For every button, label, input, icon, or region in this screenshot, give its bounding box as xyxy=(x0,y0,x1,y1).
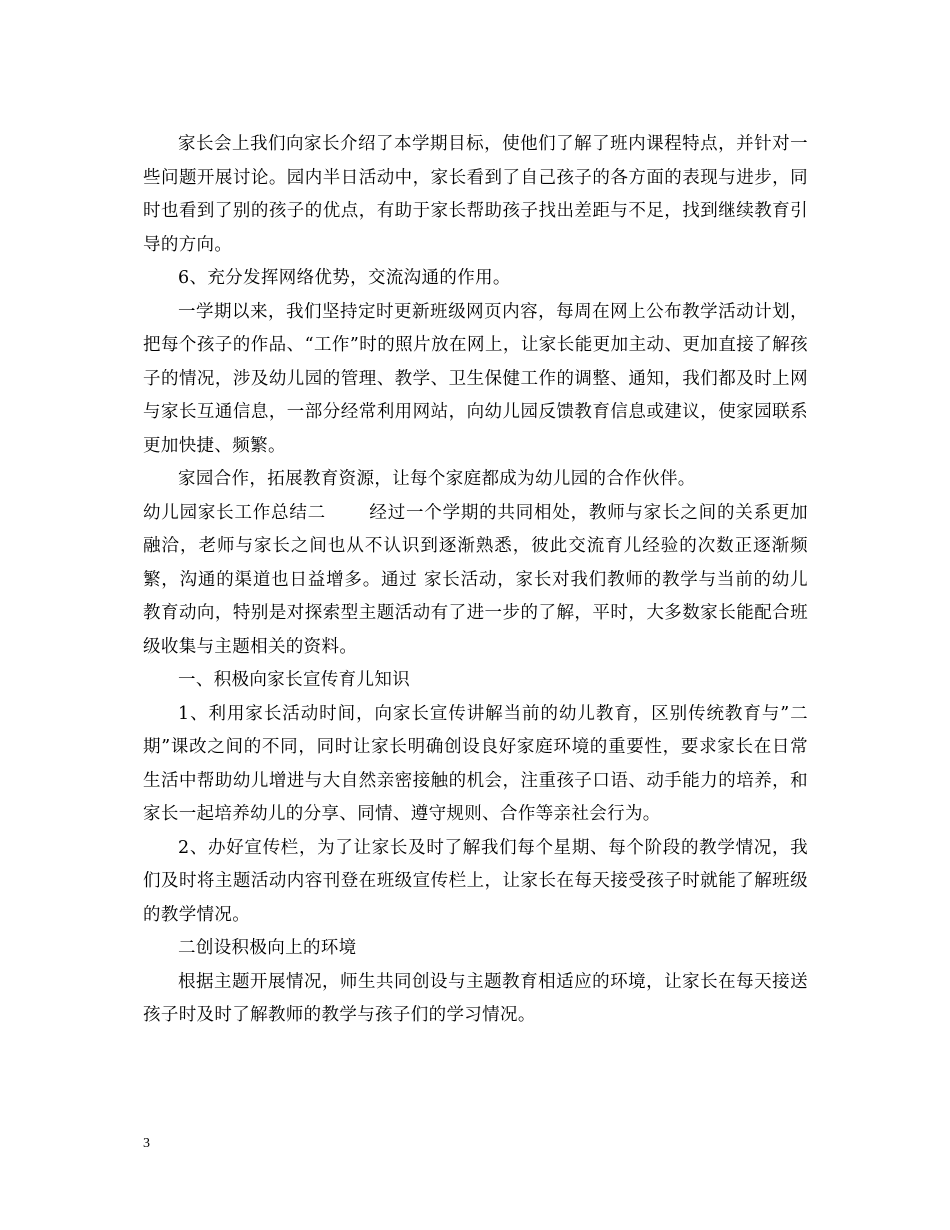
paragraph-network-heading: 6、充分发挥网络优势，交流沟通的作用。 xyxy=(178,268,511,288)
heading-parent-education: 一、积极向家长宣传育儿知识 xyxy=(178,670,411,690)
document-body xyxy=(143,128,808,1033)
paragraph-bulletin-board: 2、办好宣传栏，为了让家长及时了解我们每个星期、每个阶段的教学情况，我们及时将主题活动内容刊登在班级宣传栏上，让家长在每天接受孩子时就能了解班级的教学情况。 xyxy=(143,837,808,925)
section-two-paragraph xyxy=(143,497,808,665)
page-number: 3 xyxy=(143,1136,150,1151)
paragraph-parent-meeting: 家长会上我们向家长介绍了本学期目标，使他们了解了班内课程特点，并针对一些问题开展讨论。园内半日活动中，家长看到了自己孩子的各方面的表现与进步，同时也看到了别的孩子的优点，有助于家长帮助孩子找出差距与不足，找到继续教育引导的方向。 xyxy=(143,134,808,255)
section-intro: 经过一个学期的共同相处，教师与家长之间的关系更加融洽，老师与家长之间也从不认识到逐渐熟悉，彼此交流育儿经验的次数正逐渐频繁，沟通的渠道也日益增多。通过 家长活动，家长对我们教师的教学与当前的幼儿教育动向，特别是对探索型主题活动有了进一步的了解，平时，大多数家长能配合班级收集与主题相关的资料。 xyxy=(143,502,809,657)
paragraph-theme-environment: 根据主题开展情况，师生共同创设与主题教育相适应的环境，让家长在每天接送孩子时及时了解教师的教学与孩子们的学习情况。 xyxy=(143,971,808,1025)
paragraph-cooperation: 家园合作，拓展教育资源，让每个家庭都成为幼儿园的合作伙伴。 xyxy=(178,469,696,489)
heading-positive-environment: 二创设积极向上的环境 xyxy=(178,938,357,958)
paragraph-parent-activity-time: 1、利用家长活动时间，向家长宣传讲解当前的幼儿教育，区别传统教育与”二期”课改之间的不同，同时让家长明确创设良好家庭环境的重要性，要求家长在日常生活中帮助幼儿增进与大自然亲密接触的机会，注重孩子口语、动手能力的培养，和家长一起培养幼儿的分享、同情、遵守规则、合作等亲社会行为。 xyxy=(143,703,808,824)
paragraph-network-body: 一学期以来，我们坚持定时更新班级网页内容，每周在网上公布教学活动计划，把每个孩子的作品、“工作”时的照片放在网上，让家长能更加主动、更加直接了解孩子的情况，涉及幼儿园的管理、教学、卫生保健工作的调整、通知，我们都及时上网与家长互通信息，一部分经常利用网站，向幼儿园反馈教育信息或建议，使家园联系更加快捷、频繁。 xyxy=(143,301,808,456)
section-title: 幼儿园家长工作总结二 xyxy=(143,502,326,523)
